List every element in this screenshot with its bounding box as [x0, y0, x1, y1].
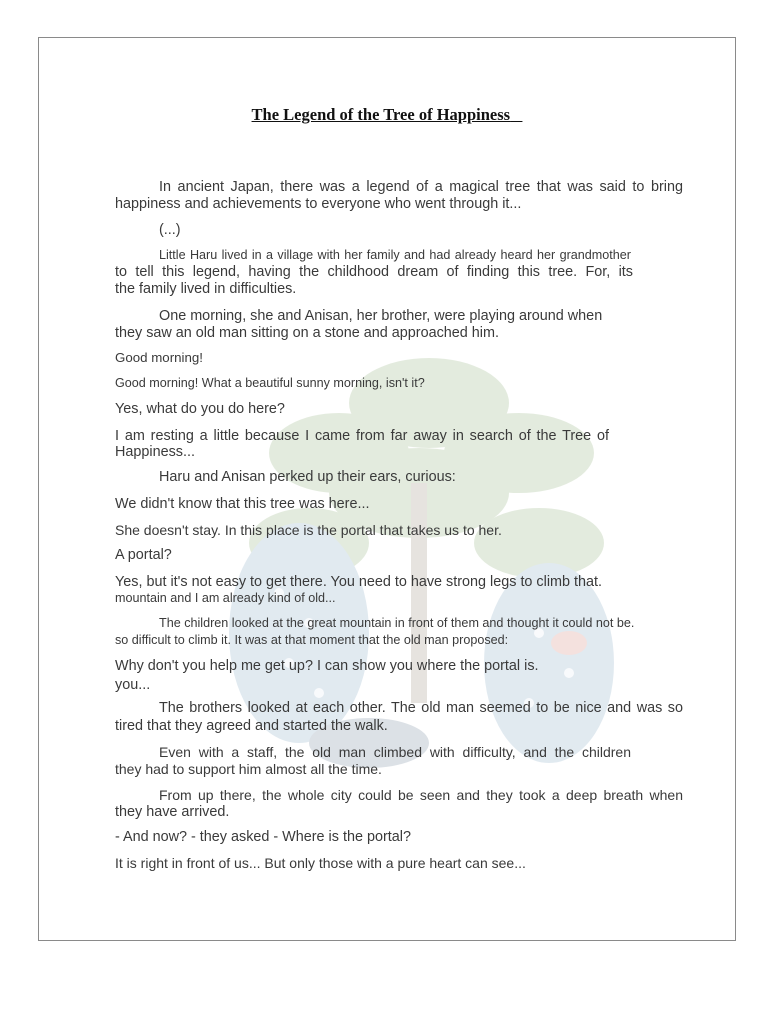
paragraph-13-line-1: Yes, but it's not easy to get there. You need to have strong legs to climb that. [115, 574, 603, 590]
paragraph-14-line-2: so difficult to climb it. It was at that moment that the old man proposed: [115, 633, 509, 647]
dialogue-a-portal: A portal? [115, 547, 172, 563]
paragraph-13-line-2: mountain and I am already kind of old... [115, 591, 336, 605]
dialogue-pure-heart: It is right in front of us... But only those with a pure heart can see... [115, 855, 526, 871]
paragraph-18-line-1: From up there, the whole city could be seen and they took a deep breath when [159, 787, 683, 803]
dialogue-good-morning: Good morning! [115, 350, 203, 365]
dialogue-sunny-morning: Good morning! What a beautiful sunny morning, isn't it? [115, 376, 425, 390]
dialogue-portal-place: She doesn't stay. In this place is the portal that takes us to her. [115, 522, 502, 538]
paragraph-15-line-1: Why don't you help me get up? I can show you where the portal is. [115, 658, 539, 674]
paragraph-1-line-2: happiness and achievements to everyone who went through it... [115, 196, 522, 212]
paragraph-17-line-2: they had to support him almost all the time. [115, 761, 382, 777]
paragraph-16-line-2: tired that they agreed and started the walk. [115, 718, 388, 734]
paragraph-3-line-1: Little Haru lived in a village with her family and had already heard her grandmother [159, 248, 631, 262]
ellipsis-paragraph: (...) [159, 222, 181, 238]
paragraph-8-line-1: I am resting a little because I came from far away in search of the Tree of [115, 428, 609, 444]
dialogue-what-do-you-do: Yes, what do you do here? [115, 401, 285, 417]
paragraph-16-line-1: The brothers looked at each other. The old man seemed to be nice and was so [159, 700, 683, 716]
paragraph-4-line-1: One morning, she and Anisan, her brother, were playing around when [159, 308, 603, 324]
paragraph-3-line-2: to tell this legend, having the childhood dream of finding this tree. For, its [115, 264, 633, 280]
dialogue-didnt-know: We didn't know that this tree was here... [115, 496, 370, 512]
paragraph-4-line-2: they saw an old man sitting on a stone and approached him. [115, 325, 499, 341]
paragraph-3-line-3: the family lived in difficulties. [115, 281, 297, 297]
paragraph-1-line-1: In ancient Japan, there was a legend of a magical tree that was said to bring [159, 179, 683, 195]
paragraph-14-line-1: The children looked at the great mountain in front of them and thought it could not be. [159, 616, 635, 630]
document-page [38, 37, 736, 941]
paragraph-15-line-2: you... [115, 677, 151, 693]
document-title: The Legend of the Tree of Happiness [251, 105, 511, 124]
paragraph-18-line-2: they have arrived. [115, 804, 230, 820]
dialogue-where-is-portal: - And now? - they asked - Where is the portal? [115, 829, 411, 845]
paragraph-17-line-1: Even with a staff, the old man climbed with difficulty, and the children [159, 744, 631, 760]
paragraph-8-line-2: Happiness... [115, 444, 195, 460]
paragraph-ears-perked: Haru and Anisan perked up their ears, curious: [159, 469, 456, 485]
